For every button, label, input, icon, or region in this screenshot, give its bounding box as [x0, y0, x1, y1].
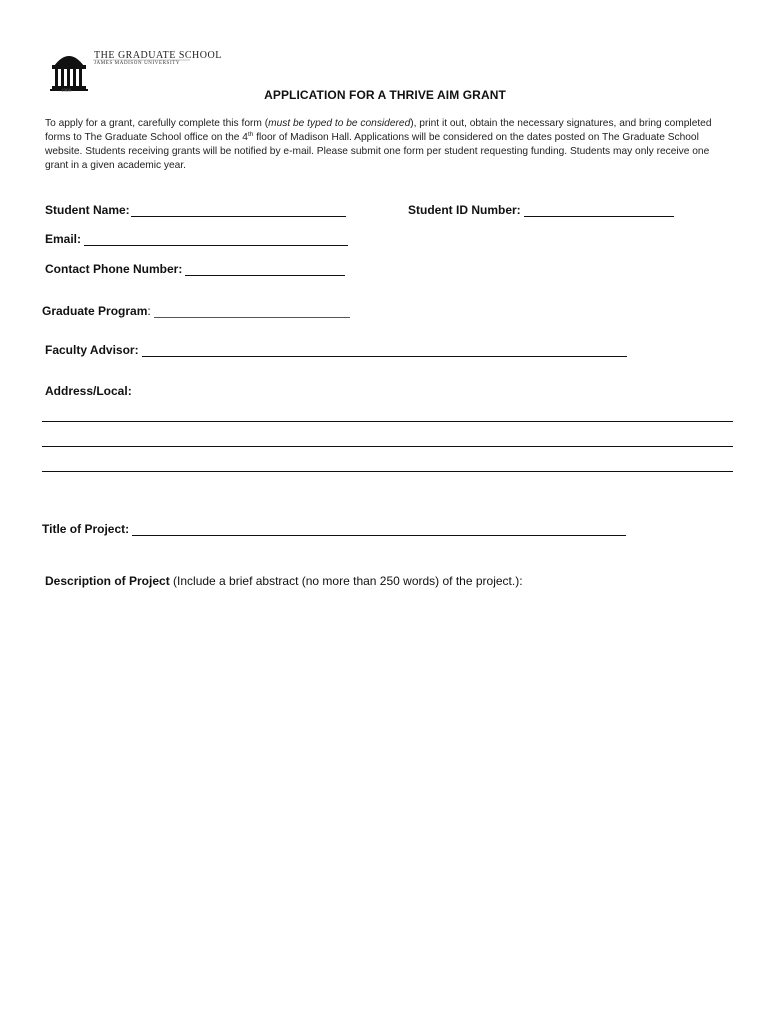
advisor-label: Faculty Advisor: [45, 343, 139, 357]
student-id-label: Student ID Number: [408, 203, 521, 217]
address-label: Address/Local: [45, 384, 132, 398]
project-title-label: Title of Project: [42, 522, 130, 536]
description-hint: (Include a brief abstract (no more than 250 words) of the project.): [169, 574, 523, 588]
student-id-input-line[interactable] [524, 204, 674, 217]
instructions-superscript: th [247, 131, 254, 138]
advisor-field [45, 343, 627, 357]
project-title-field [42, 522, 626, 536]
logo-school-name: THE GRADUATE SCHOOL [94, 50, 222, 61]
student-name-label: Student Name: [45, 203, 130, 217]
program-input-line[interactable] [154, 305, 350, 318]
instructions-text-1: To apply for a grant, carefully complete this form ( [45, 118, 269, 129]
page-title: APPLICATION FOR A THRIVE AIM GRANT [264, 88, 506, 102]
project-title-input-line[interactable] [132, 523, 626, 536]
email-label: Email: [45, 232, 82, 246]
instructions-text-3: floor of Madison Hall. Applications will be considered on the dates posted on The Graduate School website. Students receiving grants will be notified by e-mail. Please submit one form per student requesting funding. Students may only receive one grant in a given academic year. [45, 132, 710, 171]
student-name-input-line[interactable] [131, 204, 346, 217]
program-field [42, 304, 350, 318]
email-field [45, 232, 348, 246]
student-id-field [408, 203, 674, 217]
description-prompt [45, 574, 523, 588]
rotunda-icon [50, 56, 88, 91]
instructions-italic: must be typed to be considered [268, 118, 411, 129]
instructions-text-2: ), print it out, obtain the necessary signatures, and bring completed forms to The Graduate School office on the 4 [45, 118, 712, 143]
phone-label: Contact Phone Number: [45, 262, 183, 276]
program-colon: : [147, 304, 151, 318]
description-label: Description of Project [45, 574, 170, 588]
instructions-paragraph [45, 117, 735, 173]
phone-field [45, 262, 345, 276]
address-input-line-1[interactable] [42, 421, 733, 422]
advisor-input-line[interactable] [142, 344, 627, 357]
address-input-line-3[interactable] [42, 471, 733, 472]
email-input-line[interactable] [84, 233, 348, 246]
address-field [45, 384, 132, 398]
phone-input-line[interactable] [185, 263, 345, 276]
program-label: Graduate Program [42, 304, 148, 318]
student-name-field [45, 203, 346, 217]
logo-university-name: JAMES MADISON UNIVERSITY [94, 61, 181, 66]
logo-year: 1908 [61, 89, 71, 94]
address-input-line-2[interactable] [42, 446, 733, 447]
